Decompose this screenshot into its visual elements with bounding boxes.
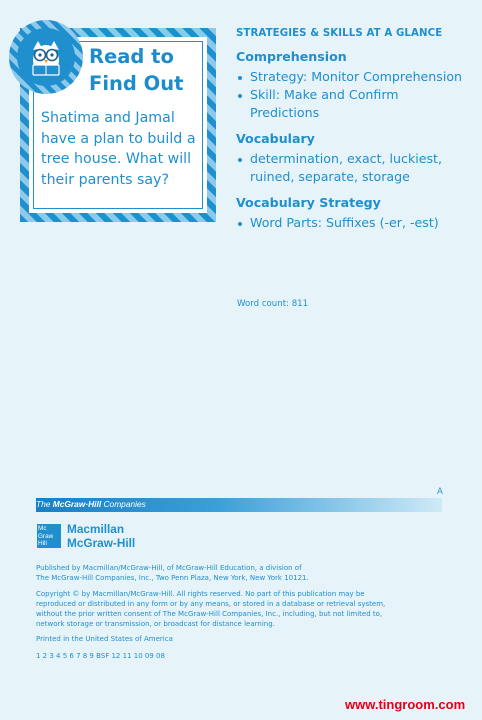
- list-item: Word Parts: Suffixes (-er, -est): [236, 214, 466, 232]
- publisher-logo-text: [67, 523, 135, 550]
- list-item: Strategy: Monitor Comprehension: [236, 68, 466, 86]
- strategies-title: STRATEGIES & SKILLS AT A GLANCE: [236, 28, 443, 39]
- published-by-text: Published by Macmillan/McGraw-Hill, of McGraw-Hill Education, a division of The McGraw-Hill Companies, Inc., Two Penn Plaza, New York, New York 10121.: [36, 564, 309, 583]
- section-heading-vocabulary-strategy: Vocabulary Strategy: [236, 195, 381, 210]
- title-line-2: Find Out: [89, 72, 184, 95]
- read-to-find-out-body: Shatima and Jamal have a plan to build a tree house. What will their parents say?: [41, 110, 196, 188]
- logo-line-2: McGraw-Hill: [67, 535, 136, 550]
- read-to-find-out-title: [89, 43, 183, 97]
- section-heading-comprehension: Comprehension: [236, 49, 347, 64]
- list-item: determination, exact, luckiest, ruined, separate, storage: [236, 150, 466, 186]
- vocabulary-list: [236, 150, 466, 186]
- vocabulary-strategy-list: [236, 214, 466, 232]
- copyright-text: Copyright © by Macmillan/McGraw-Hill. All rights reserved. No part of this publication may be reproduced or distributed in any form or by any means, or stored in a database or retrieval system, without the prior written consent of The McGraw-Hill Companies, Inc., including, but not limited to, network storage or transmission, or broadcast for distance learning.: [36, 590, 386, 629]
- title-line-1: Read to: [89, 45, 174, 68]
- read-to-find-out-box: [20, 28, 216, 222]
- print-line: 1 2 3 4 5 6 7 8 9 BSF 12 11 10 09 08: [36, 652, 165, 660]
- logo-box-line: Hill: [38, 540, 47, 547]
- logo-box-line: Mc: [38, 525, 47, 532]
- owl-reading-icon: [21, 32, 71, 82]
- section-heading-vocabulary: Vocabulary: [236, 131, 315, 146]
- mcgraw-hill-companies-band: [36, 498, 442, 512]
- comprehension-list: [236, 68, 466, 122]
- list-item: Skill: Make and Confirm Predictions: [236, 86, 466, 122]
- level-letter: A: [437, 487, 443, 497]
- mcgraw-hill-logo: [37, 524, 61, 548]
- logo-box-line: Graw: [38, 532, 54, 540]
- word-count: Word count: 811: [237, 299, 309, 309]
- printed-in-text: Printed in the United States of America: [36, 635, 173, 643]
- owl-badge: [9, 20, 83, 94]
- strategies-panel: [236, 28, 466, 241]
- watermark: www.tingroom.com: [345, 697, 466, 712]
- logo-line-1: Macmillan: [67, 522, 125, 536]
- band-text: The McGraw·Hill Companies: [36, 499, 146, 509]
